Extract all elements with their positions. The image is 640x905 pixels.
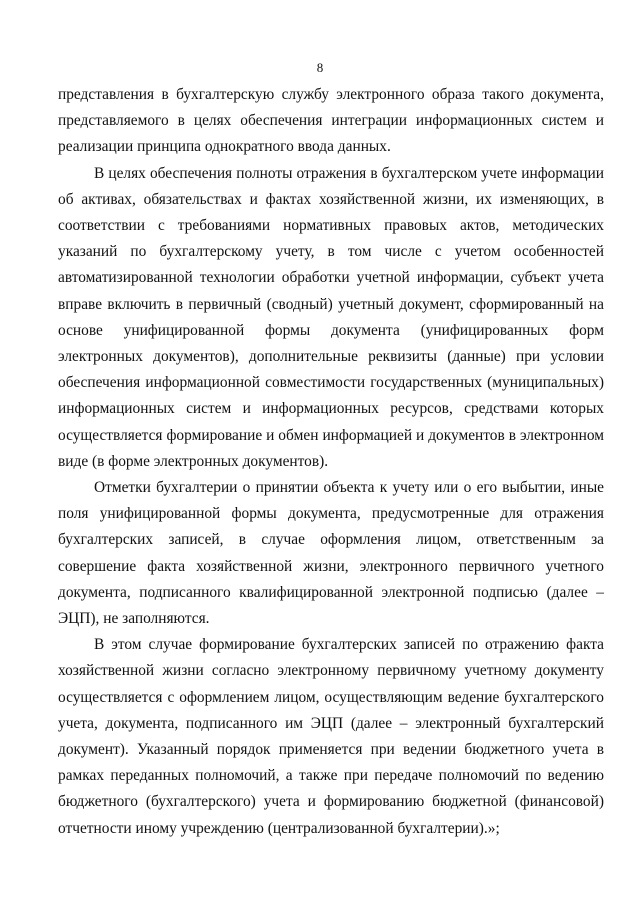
paragraph-continuation: представления в бухгалтерскую службу электронного образа такого документа, представляемого в целях обеспечения интеграции информационных систем и реализации принципа однократного ввода данных. xyxy=(58,86,604,156)
document-body xyxy=(58,82,604,842)
paragraph-accounting-marks: Отметки бухгалтерии о принятии объекта к учету или о его выбытии, иные поля унифицированной формы документа, предусмотренные для отражения бухгалтерских записей, в случае оформления лицом, ответственным за совершение факта хозяйственной жизни, электронного первичного учетного документа, подписанного квалифицированной электронной подписью (далее – ЭЦП), не заполняются. xyxy=(58,479,604,628)
page-number: 8 xyxy=(316,60,324,75)
paragraph-accounting-records: В этом случае формирование бухгалтерских записей по отражению факта хозяйственной жизни согласно электронному первичному учетному документу осуществляется с оформлением лицом, осуществляющим ведение бухгалтерского учета, документа, подписанного им ЭЦП (далее – электронный бухгалтерский документ). Указанный порядок применяется при ведении бюджетного учета в рамках переданных полномочий, а также при передаче полномочий по ведению бюджетного (бухгалтерского) учета и формированию бюджетной (финансовой) отчетности иному учреждению (централизованной бухгалтерии).»; xyxy=(58,636,604,837)
paragraph-completeness: В целях обеспечения полноты отражения в бухгалтерском учете информации об активах, обязательствах и фактах хозяйственной жизни, их изменяющих, в соответствии с требованиями нормативных правовых актов, методических указаний по бухгалтерскому учету, в том числе с учетом особенностей автоматизированной технологии обработки учетной информации, субъект учета вправе включить в первичный (сводный) учетный документ, сформированный на основе унифицированной формы документа (унифицированных форм электронных документов), дополнительные реквизиты (данные) при условии обеспечения информационной совместимости государственных (муниципальных) информационных систем и информационных ресурсов, средствами которых осуществляется формирование и обмен информацией и документов в электронном виде (в форме электронных документов). xyxy=(58,164,604,470)
